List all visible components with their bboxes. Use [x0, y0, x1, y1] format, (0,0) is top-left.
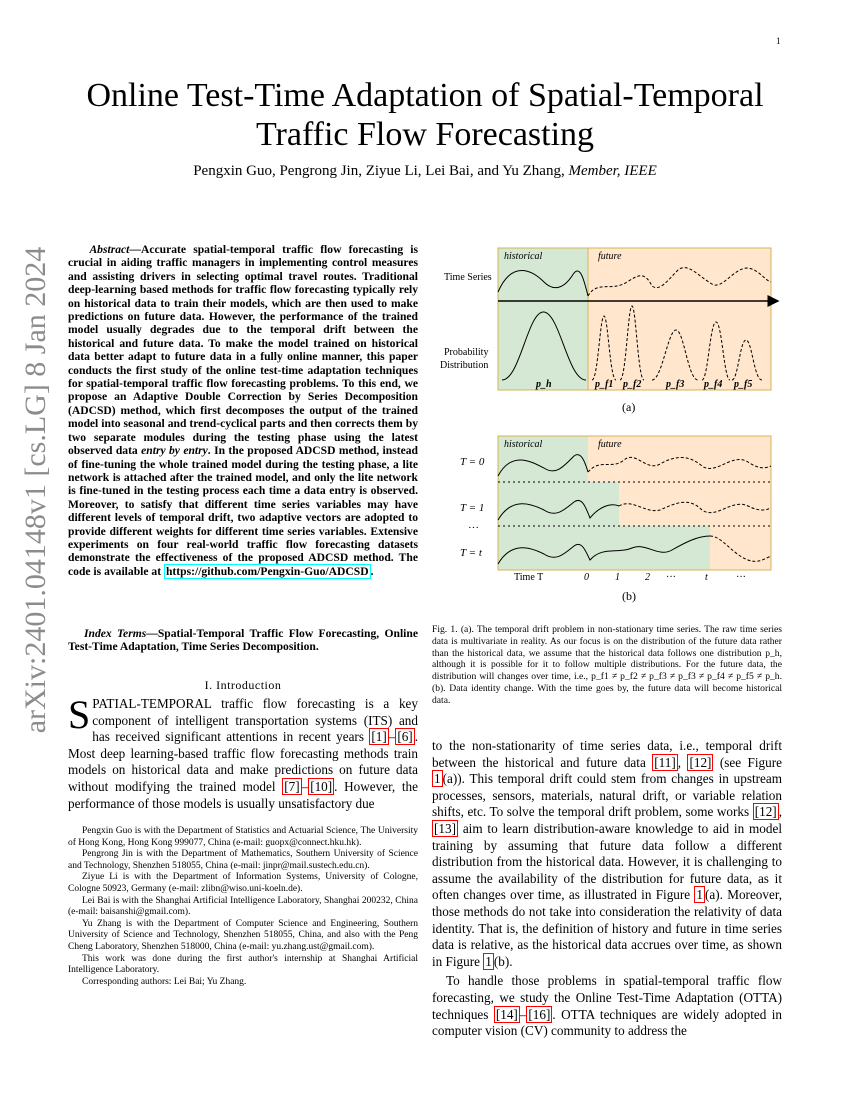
drop-cap: S	[68, 692, 91, 737]
pf4-label: p_f4	[704, 379, 723, 390]
intro-first: PATIAL-TEMPORAL traffic flow forecasting is a key component of intelligent transportation systems (ITS) and has received significant attentions in recent years	[92, 696, 418, 745]
row-label-tt: T = t	[460, 547, 482, 559]
tick-label: 1	[615, 572, 620, 583]
abstract	[68, 243, 418, 578]
text-run: –	[519, 1006, 527, 1022]
subfigure-a-label: (a)	[622, 400, 636, 414]
text-run: (b).	[493, 953, 513, 969]
abstract-text-1: —Accurate spatial-temporal traffic flow forecasting is crucial in aiding traffic managers in implementing control measures and assisting drivers in selecting optimal travel routes. Traditional deep-learning based methods for traffic flow forecasting typically rely on historical data to train their models, which are then used to make predictions on future data. However, the performance of the trained model usually degrades due to the temporal drift between the historical and future data. To make the model trained on historical data better adapt to future data in a fully online manner, this paper conducts the first study of the online test-time adaptation techniques for spatial-temporal traffic flow forecasting problems. To this end, we propose an Adaptive Double Correction by Series Decomposition (ADCSD) method, which first decomposes the output of the trained model into seasonal and trend-cyclical parts and then corrects them by two separate modules during the testing phase using the latest observed data	[68, 243, 418, 458]
index-terms-label: Index Terms	[84, 627, 147, 640]
author-names: Pengxin Guo, Pengrong Jin, Ziyue Li, Lei Bai, and Yu Zhang,	[193, 163, 565, 179]
citation-link[interactable]: [14]	[495, 1006, 518, 1022]
time-axis-label: Time T	[514, 572, 544, 583]
paragraph	[432, 973, 782, 1039]
text-run: (see Figure	[713, 754, 782, 770]
historical-label-b: historical	[504, 439, 543, 450]
footnote: This work was done during the first author's internship at Shanghai Artificial Intelligence Laboratory.	[68, 953, 418, 976]
citation-link[interactable]: [11]	[654, 754, 676, 770]
figure-link[interactable]: 1	[485, 953, 492, 969]
text-run: ,	[778, 804, 782, 820]
index-terms	[68, 627, 418, 654]
footnote: Corresponding authors: Lei Bai; Yu Zhang.	[82, 976, 247, 987]
section-heading: I. Introduction	[204, 678, 282, 692]
arxiv-stamp	[12, 246, 60, 734]
text-run: (a)). This temporal drift could stem from changes in upstream processes, sensors, materials, natural drift, or variable relation shifts, etc. To solve the temporal drift problem, some works	[432, 771, 782, 820]
figure-link[interactable]: 1	[434, 771, 441, 787]
future-label: future	[598, 251, 622, 262]
citation-link[interactable]: [7]	[284, 778, 300, 794]
abstract-italic: entry by entry	[141, 444, 208, 458]
intro-paragraph	[68, 692, 418, 812]
pf3-label: p_f3	[666, 379, 685, 390]
ph-label: p_h	[536, 379, 552, 390]
historical-region	[498, 248, 588, 390]
citation-link[interactable]: [10]	[310, 778, 333, 794]
citation-link[interactable]: [6]	[397, 729, 413, 745]
arxiv-stamp-text: arXiv:2401.04148v1 [cs.LG] 8 Jan 2024	[19, 246, 52, 734]
citation-link[interactable]: [13]	[434, 820, 456, 836]
pf1-label: p_f1	[595, 379, 614, 390]
footnote: Ziyue Li is with the Department of Information Systems, University of Cologne, Cologne 50923, Germany (e-mail: zlibn@wiso.uni-koeln.de).	[68, 872, 418, 894]
historical-label: historical	[504, 251, 543, 262]
pf5-label: p_f5	[734, 379, 753, 390]
footnote: Pengxin Guo is with the Department of Statistics and Actuarial Science, The University of Hong Kong, Hong Kong 999077, China (e-mail: guopx@connect.hku.hk).	[68, 826, 418, 848]
future-label-b: future	[598, 439, 622, 450]
footnote: Yu Zhang is with the Department of Computer Science and Engineering, Southern University of Science and Technology, Shenzhen 518055, China, and also with the Peng Cheng Laboratory, Shenzhen 518000, China (e-mail: yu.zhang.ust@gmail.com).	[68, 918, 418, 952]
dash: –	[301, 778, 309, 794]
figure-link[interactable]: 1	[696, 887, 704, 903]
author-role: Member, IEEE	[568, 163, 657, 179]
future-region	[588, 248, 771, 390]
subfigure-b-label: (b)	[622, 589, 636, 603]
historical-region-t1	[588, 482, 619, 526]
title-line-1: Online Test-Time Adaptation of Spatial-Temporal	[86, 77, 764, 114]
abstract-end: .	[370, 564, 374, 578]
time-series-label: Time Series	[444, 272, 492, 283]
footnotes	[68, 826, 418, 988]
tick-label: ···	[736, 572, 746, 583]
row-label-t0: T = 0	[460, 456, 485, 468]
text-run: aim to learn distribution-aware knowledge to aid in model training by assuming that future data follow a different distribution from the historical data. However, it is challenging to assume the availability of the distribution for future data, as it often changes over time, as illustrated in Figure	[432, 820, 782, 903]
distribution-label: Distribution	[440, 360, 489, 371]
citation-link[interactable]: [12]	[754, 804, 777, 820]
intro-end: . However, the performance of those models is usually unsatisfactory due	[68, 778, 418, 811]
historical-region-tt	[588, 526, 710, 570]
page-number: 1	[776, 36, 781, 46]
text-run: to the non-stationarity of time series data, i.e., temporal drift between the historical and future data	[432, 738, 782, 770]
tick-label: 2	[645, 572, 650, 583]
footnote: Pengrong Jin is with the Department of Mathematics, Southern University of Science and Technology, Shenzhen 518055, China (e-mail: jinpr@mail.sustech.edu.cn).	[68, 849, 418, 871]
text-run: ,	[677, 754, 688, 770]
paper-title	[60, 76, 790, 154]
author-list	[60, 163, 790, 180]
row-label-t1: T = 1	[460, 502, 485, 514]
citation-link[interactable]: [16]	[528, 1006, 551, 1022]
title-line-2: Traffic Flow Forecasting	[255, 116, 595, 153]
text-run: To handle those problems in spatial-temporal traffic flow forecasting, we study the Online Test-Time Adaptation (OTTA) techniques	[432, 973, 782, 1022]
index-terms-text: —Spatial-Temporal Traffic Flow Forecasting, Online Test-Time Adaptation, Time Series Decomposition.	[68, 627, 418, 654]
dash: –	[388, 729, 396, 745]
citation-link[interactable]: [12]	[689, 754, 712, 770]
figure-caption: Fig. 1. (a). The temporal drift problem in non-stationary time series. The raw time series data is multivariate in reality. As our focus is on the distribution of the future data rather than the historical data, we assume that the historical data follows one distribution p_h, although it is possible for it to follow multiple distributions. For the future data, the distribution will changes over time, i.e., p_f1 ≠ p_f2 ≠ p_f3 ≠ p_f3 ≠ p_f4 ≠ p_f5 ≠ p_h. (b). Data identity change. With the time goes by, the future data will become historical data.	[432, 624, 782, 706]
text-run: . OTTA techniques are widely adopted in computer vision (CV) community to address the	[432, 1006, 782, 1039]
tick-label: ···	[666, 572, 676, 583]
text-run: (a). Moreover, those methods do not take into consideration the relativity of data identity. That is, the definition of history and future in time series data is relative, as the historical data accrues over time, as shown in Figure	[432, 887, 782, 969]
footnote: Lei Bai is with the Shanghai Artificial Intelligence Laboratory, Shanghai 200232, China (e-mail: baisanshi@gmail.com).	[68, 895, 418, 918]
intro-mid: . Most deep learning-based traffic flow forecasting methods train models on historical data and make predictions on future data without modifying the trained model	[68, 729, 418, 794]
abstract-text-2: . In the proposed ADCSD method, instead of fine-tuning the whole trained model during the testing phase, a lite network is attached after the trained model, and only the lite network is fine-tuned in the testing process each time a data entry is observed. Moreover, to satisfy that different time series variables may have different levels of temporal drift, two adaptive vectors are adopted to provide different weights for different time series variables. Extensive experiments on four real-world traffic flow forecasting datasets demonstrate the effectiveness of the proposed ADCSD method. The code is available at	[68, 444, 418, 578]
paragraph	[432, 738, 782, 970]
citation-link[interactable]: [1]	[371, 729, 387, 745]
code-link[interactable]: https://github.com/Pengxin-Guo/ADCSD	[165, 564, 369, 578]
tick-label: 0	[584, 572, 589, 583]
row-label-ellipsis: ···	[468, 522, 479, 534]
body-text	[432, 738, 782, 1040]
figure-1	[432, 240, 782, 612]
abstract-label: Abstract	[89, 243, 130, 256]
probability-label: Probability	[444, 347, 489, 358]
pf2-label: p_f2	[623, 379, 642, 390]
tick-label: t	[705, 572, 708, 583]
